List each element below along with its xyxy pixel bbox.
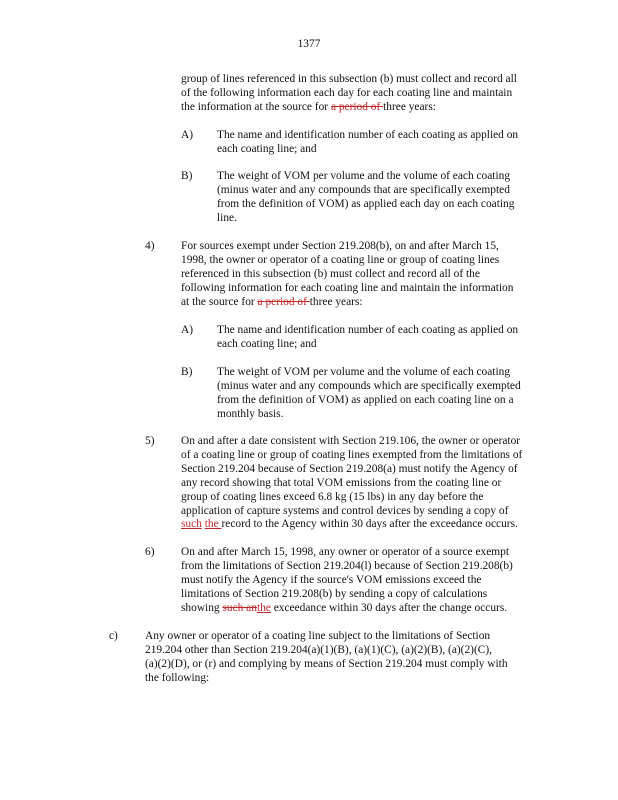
text-run: at the source for: [181, 295, 258, 308]
intro-line: [181, 101, 517, 115]
item-line: Any owner or operator of a coating line subject to the limitations of Section: [145, 630, 491, 642]
item-line: 1998, the owner or operator of a coating line or group of coating lines: [181, 253, 500, 266]
item-label: A): [181, 129, 194, 141]
item-line: [181, 518, 522, 532]
page-number: 1377: [297, 38, 321, 50]
item-label: 6): [145, 546, 155, 558]
item-line: The weight of VOM per volume and the volume of each coating: [217, 366, 511, 378]
item-line: limitations of Section 219.208(b) by sending a copy of calculations: [181, 587, 488, 600]
item-line: On and after a date consistent with Section 219.106, the owner or operator: [181, 435, 521, 447]
deleted-text: a period of: [257, 295, 310, 308]
intro-item-a: [217, 129, 518, 157]
item-line: from the limitations of Section 219.204(l) because of Section 219.208(b): [181, 559, 513, 572]
text-run: three years:: [309, 295, 363, 308]
item-label: B): [181, 366, 193, 378]
item-label: B): [181, 170, 193, 182]
item-line: (minus water and any compounds that are specifically exempted: [217, 183, 510, 196]
item-line: Section 219.204 because of Section 219.208(a) must notify the Agency of: [181, 462, 518, 475]
item-line: [181, 602, 513, 616]
item-line: group of coating lines exceed 6.8 kg (15 lbs) in any day before the: [181, 490, 484, 503]
item-line: application of capture systems and control devices by sending a copy of: [181, 504, 509, 517]
item-line: The weight of VOM per volume and the volume of each coating: [217, 170, 511, 182]
inserted-text: the: [204, 518, 222, 531]
item-4-paragraph: [181, 240, 513, 310]
item-4-b: [217, 366, 521, 422]
item-c-paragraph: [145, 630, 508, 686]
text-run: the information at the source for: [181, 100, 331, 113]
item-line: from the definition of VOM) as applied on each coating line on a: [217, 393, 514, 406]
item-line: from the definition of VOM) as applied each day on each coating: [217, 197, 515, 210]
inserted-text: such: [181, 518, 202, 531]
intro-line: group of lines referenced in this subsection (b) must collect and record all: [181, 73, 517, 85]
item-line: following information for each coating line and maintain the information: [181, 281, 514, 294]
text-run: three years:: [383, 100, 436, 113]
item-6-paragraph: [181, 546, 513, 616]
item-line: (a)(2)(D), or (r) and complying by means of Section 219.204 must comply with: [145, 657, 508, 670]
item-label: 4): [145, 240, 155, 252]
item-label: 5): [145, 435, 155, 447]
item-line: of a coating line or group of coating lines exempted from the limitations of: [181, 448, 523, 461]
item-line: (minus water and any compounds which are specifically exempted: [217, 379, 521, 392]
item-line: must notify the Agency if the source's VOM emissions exceed the: [181, 573, 482, 586]
item-4-a: [217, 324, 518, 352]
intro-line: of the following information each day for each coating line and maintain: [181, 86, 513, 99]
item-label: A): [181, 324, 194, 336]
inserted-text: the: [256, 601, 271, 614]
item-line: each coating line; and: [217, 337, 317, 350]
item-line: [181, 296, 513, 310]
item-line: 219.204 other than Section 219.204(a)(1)(B), (a)(1)(C), (a)(2)(B), (a)(2)(C),: [145, 643, 492, 656]
deleted-text: a period of: [330, 100, 384, 113]
intro-paragraph: [181, 73, 517, 115]
item-line: The name and identification number of each coating as applied on: [217, 324, 519, 336]
item-line: For sources exempt under Section 219.208(b), on and after March 15,: [181, 240, 499, 252]
item-label: c): [109, 630, 118, 642]
item-line: referenced in this subsection (b) must collect and record all of the: [181, 267, 480, 280]
item-line: line.: [217, 211, 237, 224]
item-5-paragraph: [181, 435, 522, 532]
text-run: exceedance within 30 days after the change occurs.: [270, 601, 508, 614]
item-line: On and after March 15, 1998, any owner or operator of a source exempt: [181, 546, 509, 558]
item-line: monthly basis.: [217, 407, 284, 420]
text-run: showing: [181, 601, 223, 614]
item-line: the following:: [145, 671, 210, 684]
item-line: each coating line; and: [217, 142, 317, 155]
item-line: any record showing that total VOM emissions from the coating line or: [181, 476, 502, 489]
intro-item-b: [217, 170, 514, 226]
deleted-text: such an: [222, 601, 257, 614]
text-run: record to the Agency within 30 days after the exceedance occurs.: [221, 518, 518, 531]
item-line: The name and identification number of each coating as applied on: [217, 129, 519, 141]
